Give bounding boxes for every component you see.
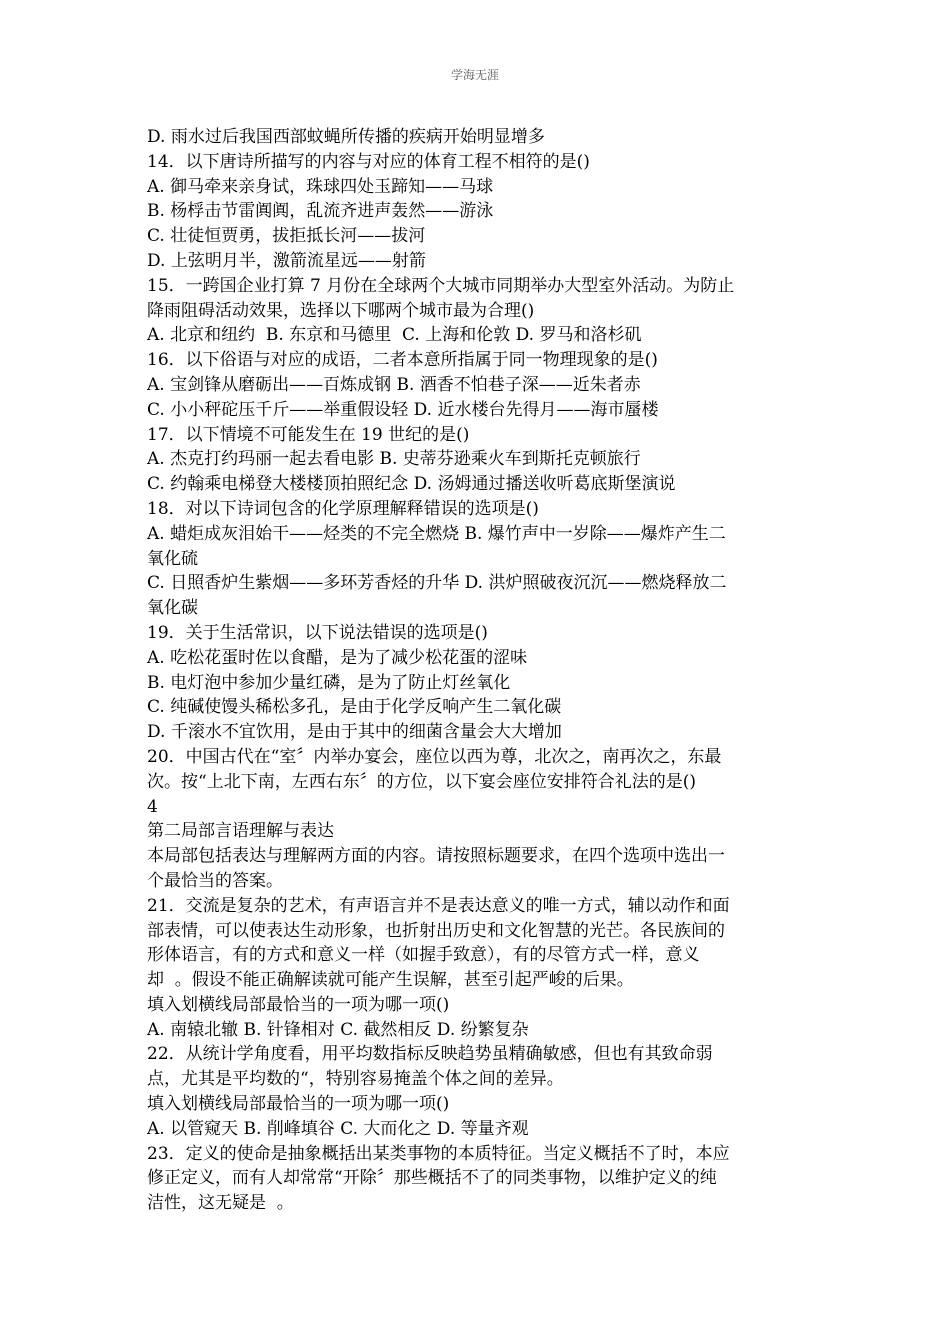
option-line: A. 以管窥天 B. 削峰填谷 C. 大而化之 D. 等量齐观 (147, 1118, 529, 1139)
section-title: 第二局部言语理解与表达 (147, 821, 334, 842)
text-line: 氧化碳 (147, 598, 198, 619)
option-line: B. 杨桴击节雷阗阗，乱流齐进声轰然——游泳 (147, 201, 494, 222)
question-15: 15．一跨国企业打算 7 月份在全球两个大城市同期举办大型室外活动。为防止 (147, 275, 735, 296)
option-line: C. 日照香炉生紫烟——多环芳香烃的升华 D. 洪炉照破夜沉沉——燃烧释放二 (147, 573, 727, 594)
text-line: 洁性，这无疑是 。 (147, 1193, 294, 1214)
question-20: 20．中国古代在“室〞内举办宴会，座位以西为尊，北次之，南再次之，东最 (147, 746, 722, 767)
page-number: 4 (147, 796, 158, 817)
option-line: A. 蜡炬成灰泪始干——烃类的不完全燃烧 B. 爆竹声中一岁除——爆炸产生二 (147, 523, 726, 544)
question-22: 22．从统计学角度看，用平均数指标反映趋势虽精确敏感，但也有其致命弱 (147, 1044, 713, 1065)
option-line: A. 南辕北辙 B. 针锋相对 C. 截然相反 D. 纷繁复杂 (147, 1019, 529, 1040)
question-19: 19．关于生活常识，以下说法错误的选项是() (147, 622, 488, 643)
text-line: 却 。假设不能正确解读就可能产生误解，甚至引起严峻的后果。 (147, 970, 634, 991)
text-line: 填入划横线局部最恰当的一项为哪一项() (147, 1094, 450, 1115)
text-line: 填入划横线局部最恰当的一项为哪一项() (147, 994, 450, 1015)
option-line: A. 御马牵来亲身试，珠球四处玉蹄知——马球 (147, 176, 494, 197)
option-line: C. 纯碱使馒头稀松多孔，是由于化学反响产生二氧化碳 (147, 697, 562, 718)
option-line: A. 宝剑锋从磨砺出——百炼成钢 B. 酒香不怕巷子深——近朱者赤 (147, 374, 641, 395)
option-line: C. 约翰乘电梯登大楼楼顶拍照纪念 D. 汤姆通过播送收听葛底斯堡演说 (147, 474, 676, 495)
option-line: B. 电灯泡中参加少量红磷，是为了防止灯丝氧化 (147, 672, 511, 693)
option-line: A. 吃松花蛋时佐以食醋，是为了减少松花蛋的涩味 (147, 647, 528, 668)
document-body (147, 125, 803, 1216)
option-line: D. 千滚水不宜饮用，是由于其中的细菌含量会大大增加 (147, 722, 562, 743)
page-header: 学海无涯 (450, 68, 499, 82)
section-intro: 本局部包括表达与理解两方面的内容。请按照标题要求，在四个选项中选出一 (147, 846, 725, 867)
text-line: 部表情，可以使表达生动形象，也折射出历史和文化智慧的光芒。各民族间的 (147, 920, 725, 941)
question-14: 14．以下唐诗所描写的内容与对应的体育工程不相符的是() (147, 151, 590, 172)
text-line: 次。按“上北下南，左西右东〞的方位，以下宴会座位安排符合礼法的是() (147, 771, 696, 792)
question-17: 17．以下情境不可能发生在 19 世纪的是() (147, 424, 470, 445)
question-23: 23．定义的使命是抽象概括出某类事物的本质特征。当定义概括不了时，本应 (147, 1143, 730, 1164)
option-line: C. 壮徒恒贾勇，拔拒抵长河——拔河 (147, 226, 426, 247)
text-line: D. 雨水过后我国西部蚊蝇所传播的疾病开始明显增多 (147, 127, 545, 147)
option-line: A. 杰克打约玛丽一起去看电影 B. 史蒂芬逊乘火车到斯托克顿旅行 (147, 449, 641, 470)
option-line: C. 小小秤砣压千斤——举重假设轻 D. 近水楼台先得月——海市蜃楼 (147, 399, 659, 420)
text-line: 降雨阻碍活动效果，选择以下哪两个城市最为合理() (147, 300, 535, 321)
question-21: 21．交流是复杂的艺术，有声语言并不是表达意义的唯一方式，辅以动作和面 (147, 895, 730, 916)
question-18: 18．对以下诗词包含的化学原理解释错误的选项是() (147, 498, 539, 519)
text-line: 修正定义，而有人却常常“开除〞那些概括不了的同类事物，以维护定义的纯 (147, 1168, 717, 1189)
text-line: 点，尤其是平均数的“，特别容易掩盖个体之间的差异。 (147, 1069, 564, 1090)
text-line: 形体语言，有的方式和意义一样（如握手致意），有的尽管方式一样，意义 (147, 945, 700, 966)
question-16: 16．以下俗语与对应的成语，二者本意所指属于同一物理现象的是() (147, 350, 658, 371)
text-line: 氧化硫 (147, 548, 198, 569)
option-line: A. 北京和纽约 B. 东京和马德里 C. 上海和伦敦 D. 罗马和洛杉矶 (147, 325, 642, 346)
text-line: 个最恰当的答案。 (147, 870, 283, 891)
option-line: D. 上弦明月半，激箭流星远——射箭 (147, 250, 426, 271)
